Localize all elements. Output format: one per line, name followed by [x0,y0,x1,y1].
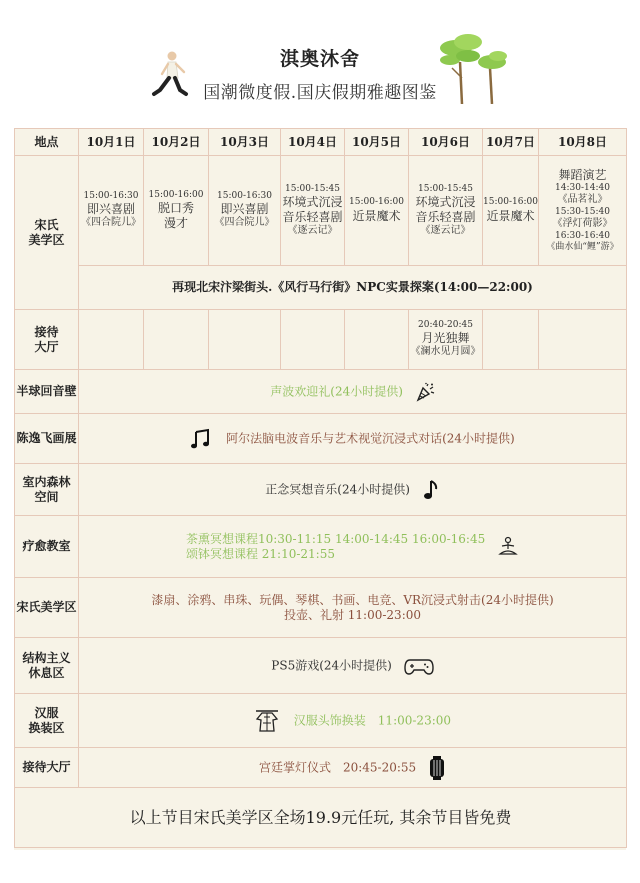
program-time: 15:00-16:30 [83,191,139,202]
program-event: 舞蹈演艺 [558,168,607,182]
trees-icon [438,28,510,104]
empty-cell [144,310,209,370]
program-event: 脱口秀 漫才 [157,201,194,231]
program-time: 15:00-16:00 [349,197,404,208]
program-event: 即兴喜剧 [220,202,269,217]
page-title: 淇奥沐舍 [279,48,360,70]
program-cell [79,156,144,266]
program-cell [409,310,483,370]
table-row [15,414,627,464]
program-title: 《品茗礼》 [557,194,608,206]
table-row [15,156,627,266]
header-location: 地点 [15,129,79,156]
program-time: 15:00-15:45 [418,183,473,194]
program-time: 15:00-16:30 [217,191,272,202]
empty-cell [281,310,345,370]
program-time: 15:00-16:00 [483,197,538,208]
empty-cell [209,310,281,370]
row-label: 结构主义 休息区 [15,638,79,694]
row-content [79,638,627,694]
table-row [15,516,627,578]
program-title: 《澜水见月圆》 [410,346,481,358]
page-subtitle: 国潮微度假.国庆假期雅趣图鉴 [203,83,437,103]
table-row [15,310,627,370]
row-content [79,748,627,788]
table-header-row [15,129,627,156]
program-time: 20:40-20:45 [418,320,473,331]
header-date: 10月6日 [409,129,483,156]
row-label: 汉服 换装区 [15,694,79,748]
hanfu-icon [254,709,280,733]
pricing-note: 以上节目宋氏美学区全场19.9元任玩, 其余节目皆免费 [15,788,627,848]
program-title: 《浮灯荷影》 [552,218,613,229]
program-title: 《曲水仙“鲤”游》 [546,241,619,252]
header-date: 10月4日 [281,129,345,156]
row-content [79,464,627,516]
program-cell [483,156,539,266]
row-label: 接待大厅 [15,748,79,788]
header-date: 10月8日 [539,129,627,156]
page-header [0,0,640,128]
table-footer-row [15,788,627,848]
row-label-songshi [15,156,79,310]
empty-cell [539,310,627,370]
program-title: 《四合院儿》 [214,217,275,229]
row-text: PS5游戏(24小时提供) [271,658,392,672]
program-time: 16:30-16:40 [555,230,610,241]
row-text: 宫廷掌灯仪式 20:45-20:55 [258,760,417,774]
row-label: 半球回音壁 [15,370,79,414]
header-date: 10月7日 [483,129,539,156]
program-cell [209,156,281,266]
row-label: 疗愈教室 [15,516,79,578]
program-cell [281,156,345,266]
empty-cell [79,310,144,370]
location-label: 宋氏 美学区 [28,217,65,247]
program-event: 环境式沉浸 音乐轻喜剧 [282,194,343,224]
row-text: 正念冥想音乐(24小时提供) [265,482,410,496]
header-date: 10月2日 [144,129,209,156]
npc-event-banner: 再现北宋汴梁街头.《风行马行街》NPC实景探案(14:00—22:00) [79,266,627,310]
row-text: 茶熏冥想课程10:30-11:15 14:00-14:45 16:00-16:45 颂钵冥想课程 21:10-21:55 [185,531,486,561]
table-row [15,266,627,310]
row-content [79,694,627,748]
program-time: 15:00-16:00 [148,189,204,200]
table-row [15,748,627,788]
row-label: 宋氏美学区 [15,578,79,638]
row-content [79,370,627,414]
program-event: 环境式沉浸 音乐轻喜剧 [415,194,476,224]
program-time: 15:30-15:40 [555,206,610,217]
table-row [15,694,627,748]
program-cell [345,156,409,266]
row-content [79,516,627,578]
gamepad-icon [404,656,434,676]
program-event: 月光独舞 [421,331,470,346]
program-cell [144,156,209,266]
row-label-reception: 接待 大厅 [15,310,79,370]
header-date: 10月1日 [79,129,144,156]
row-text: 汉服头饰换装 11:00-23:00 [293,713,452,727]
program-event: 近景魔术 [352,208,401,223]
table-row [15,578,627,638]
program-title: 《逐云记》 [420,224,471,236]
program-cell-oct8 [539,156,627,266]
music-notes-icon [190,428,212,450]
empty-cell [483,310,539,370]
table-row [15,464,627,516]
meditation-icon [497,536,519,558]
row-label: 室内森林 空间 [15,464,79,516]
header-date: 10月3日 [209,129,281,156]
header-date: 10月5日 [345,129,409,156]
table-row [15,638,627,694]
row-content [79,414,627,464]
row-label: 陈逸飞画展 [15,414,79,464]
program-title: 《四合院儿》 [81,217,141,229]
program-time: 14:30-14:40 [555,183,610,193]
program-cell [409,156,483,266]
table-row [15,370,627,414]
program-event: 近景魔术 [486,208,535,223]
empty-cell [345,310,409,370]
lantern-icon [428,755,446,781]
schedule-table [14,128,627,848]
row-text: 漆扇、涂鸦、串珠、玩偶、琴棋、书画、电竞、VR沉浸式射击(24小时提供) 投壶、礼射 11:00-23:00 [79,578,627,638]
row-text: 阿尔法脑电波音乐与艺术视觉沉浸式对话(24小时提供) [226,431,515,445]
program-title: 《逐云记》 [287,224,338,236]
music-note-icon [422,479,440,501]
program-time: 15:00-15:45 [285,183,340,194]
row-text: 声波欢迎礼(24小时提供) [270,384,403,398]
party-popper-icon [415,382,435,402]
program-event: 即兴喜剧 [86,202,135,217]
